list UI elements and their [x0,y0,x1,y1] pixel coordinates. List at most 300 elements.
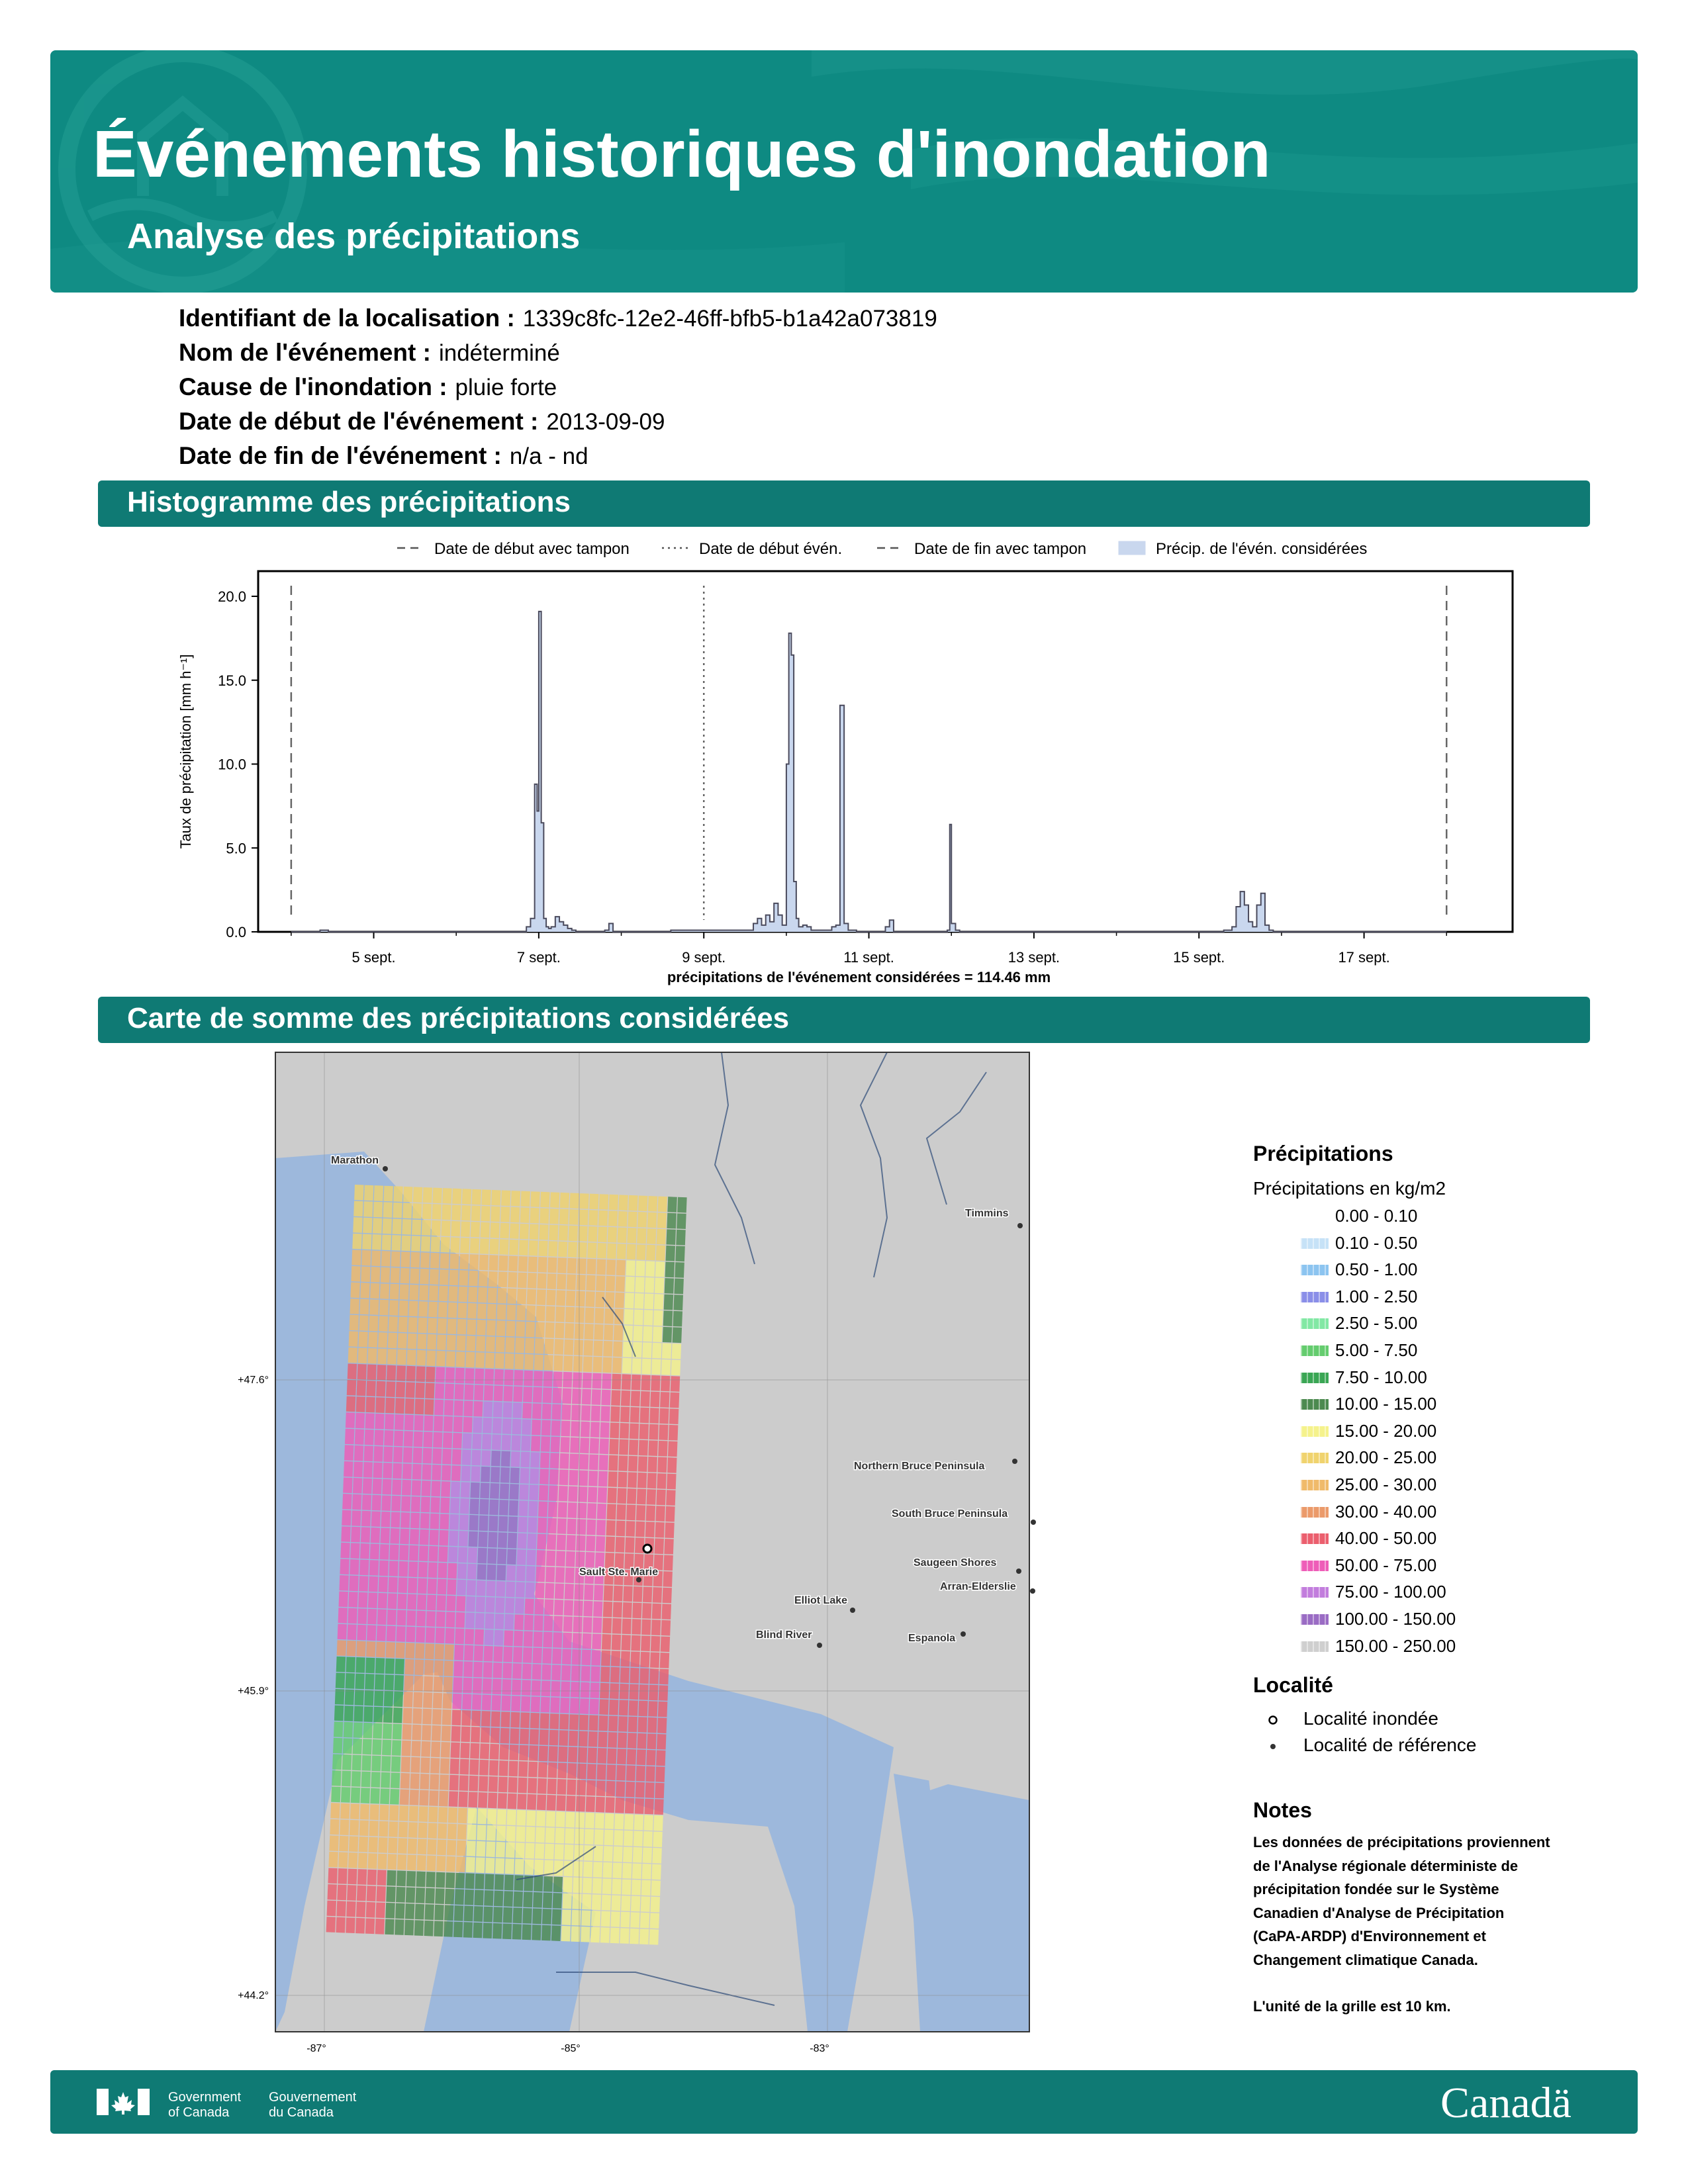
grid-cell [447,1579,456,1595]
grid-cell [408,1822,418,1838]
grid-cell [583,1878,592,1893]
grid-cell [409,1806,418,1822]
grid-cell [505,1598,514,1614]
grid-cell [547,1795,556,1811]
grid-cell [355,1429,364,1445]
grid-cell [360,1283,369,1298]
grid-cell [346,1641,355,1657]
grid-cell [428,1302,438,1318]
grid-cell [567,1274,576,1290]
grid-cell [491,1711,500,1727]
grid-cell [394,1431,403,1447]
grid-cell [592,1633,601,1649]
grid-cell [442,1725,451,1741]
grid-cell [354,1185,363,1201]
grid-cell [437,1579,446,1595]
grid-cell [328,1868,337,1884]
grid-cell [485,1597,494,1613]
grid-cell [571,1682,580,1698]
grid-cell [603,1602,612,1617]
flooded-locality-marker [643,1545,651,1553]
grid-cell [394,1691,403,1707]
grid-cell [418,1318,427,1334]
grid-cell [429,1529,438,1545]
grid-cell [541,1664,551,1680]
grid-cell [400,1790,409,1805]
grid-cell [591,1911,600,1927]
grid-cell [399,1822,408,1838]
grid-cell [551,1437,560,1453]
legend-class-row [1253,1310,1597,1338]
grid-cell [640,1391,649,1407]
grid-cell [452,1189,461,1205]
grid-cell [446,1596,455,1612]
grid-cell [662,1604,671,1619]
grid-cell [409,1790,418,1805]
grid-cell [459,1531,468,1547]
grid-cell [539,1729,549,1745]
grid-cell [499,1500,508,1516]
grid-cell [577,1780,586,1796]
grid-cell [391,1756,400,1772]
grid-cell [497,1549,506,1565]
grid-cell [524,1371,533,1387]
grid-cell [473,1923,482,1938]
grid-cell [398,1577,407,1593]
grid-cell [643,1831,653,1847]
grid-cell [647,1717,657,1733]
grid-cell [510,1223,519,1239]
info-label: Nom de l'événement : [179,339,431,366]
grid-cell [353,1461,363,1477]
grid-cell [631,1896,640,1912]
grid-cell [555,1323,564,1339]
grid-cell [496,1565,506,1580]
grid-cell [356,1641,365,1657]
grid-cell [616,1276,625,1292]
grid-cell [634,1293,643,1309]
grid-cell [524,1631,533,1647]
grid-cell [412,1725,421,1741]
grid-cell [626,1521,635,1537]
grid-cell [445,1612,455,1627]
grid-cell [461,1221,470,1237]
grid-cell [444,1400,453,1416]
y-tick-label: 5.0 [226,840,246,857]
grid-cell [553,1616,563,1632]
grid-cell [628,1472,637,1488]
grid-cell [540,1697,549,1713]
grid-cell [598,1732,607,1748]
grid-cell [489,1255,498,1271]
grid-cell [562,1649,571,1664]
grid-cell [401,1496,410,1512]
grid-cell [504,1369,513,1385]
grid-cell [406,1610,416,1626]
notes-line: Changement climatique Canada. [1253,1951,1478,1968]
grid-cell [534,1615,543,1631]
grid-cell [412,1220,421,1236]
grid-cell [352,1250,361,1265]
grid-cell [554,1844,563,1860]
grid-cell [410,1252,420,1268]
grid-cell [440,1758,449,1774]
grid-cell [412,1708,422,1724]
grid-cell [332,1770,341,1786]
reference-locality-dot [383,1166,388,1171]
grid-cell [522,1419,531,1435]
legend-class-label: 100.00 - 150.00 [1335,1608,1456,1629]
grid-cell [454,1384,463,1400]
grid-cell [518,1256,528,1272]
grid-cell [506,1809,516,1825]
legend-color-swatch [1301,1318,1329,1329]
grid-cell [622,1374,631,1390]
grid-cell [630,1929,639,1944]
grid-cell [628,1195,637,1211]
grid-cell [573,1600,583,1616]
grid-cell [549,1713,559,1729]
grid-cell [662,1588,671,1604]
grid-cell [457,1807,467,1823]
grid-cell [363,1201,373,1217]
grid-cell [428,1823,437,1839]
grid-cell [646,1506,655,1522]
grid-cell [375,1674,384,1690]
grid-cell [565,1307,575,1323]
legend-entry: Précip. de l'évén. considérées [1156,540,1368,558]
grid-cell [495,1337,504,1353]
grid-cell [580,1698,589,1714]
grid-cell [397,1610,406,1626]
grid-cell [607,1488,616,1504]
grid-cell [654,1799,663,1815]
grid-cell [670,1392,679,1408]
grid-cell [528,1257,538,1273]
reference-locality-dot [1016,1569,1021,1574]
grid-cell [656,1490,665,1506]
grid-cell [381,1512,390,1527]
grid-cell [667,1474,676,1490]
grid-cell [341,1526,350,1542]
grid-cell [552,1649,561,1664]
grid-cell [465,1857,475,1873]
grid-cell [615,1293,624,1308]
page-subtitle: Analyse des précipitations [127,216,581,256]
grid-cell [358,1853,367,1869]
grid-cell [550,1453,559,1469]
grid-cell [620,1912,630,1928]
grid-cell [522,1925,531,1940]
grid-cell [509,1240,518,1255]
grid-cell [420,1757,430,1773]
grid-cell [445,1628,454,1644]
grid-cell [450,1498,459,1514]
grid-cell [481,1727,490,1743]
legend-class-row [1253,1525,1597,1553]
grid-cell [367,1348,377,1364]
grid-cell [659,1424,668,1440]
grid-cell [661,1620,671,1636]
grid-cell [389,1805,399,1821]
grid-cell [380,1788,389,1804]
grid-cell [510,1468,519,1484]
legend-color-swatch [1301,1614,1329,1625]
grid-cell [435,1644,444,1660]
legend-class-row [1253,1418,1597,1445]
grid-cell [469,1498,479,1514]
grid-cell [353,1706,363,1722]
legend-title: Précipitations [1253,1142,1393,1165]
grid-cell [647,1489,656,1505]
grid-cell [415,1643,424,1659]
grid-cell [463,1400,473,1416]
grid-cell [577,1519,586,1535]
grid-cell [416,1627,425,1643]
grid-cell [514,1875,523,1891]
grid-cell [641,1375,650,1390]
grid-cell [588,1471,598,1486]
grid-cell [663,1310,673,1326]
grid-cell [569,1193,579,1208]
grid-cell [593,1862,602,1878]
grid-cell [655,1522,664,1538]
grid-cell [483,1923,492,1938]
grid-cell [488,1271,497,1287]
grid-cell [561,1926,571,1942]
grid-cell [342,1771,351,1787]
grid-cell [610,1422,619,1438]
grid-cell [480,1743,489,1759]
grid-cell [488,1532,497,1548]
grid-cell [638,1195,647,1211]
grid-cell [534,1860,543,1876]
grid-cell [543,1615,553,1631]
grid-cell [475,1629,484,1645]
legend-color-swatch [1301,1453,1329,1463]
grid-cell [510,1451,520,1467]
map-section-header [98,997,1590,1043]
grid-cell [595,1813,604,1829]
grid-cell [567,1763,577,1779]
grid-cell [373,1202,383,1218]
grid-cell [359,1820,369,1836]
grid-cell [621,1390,630,1406]
grid-cell [665,1522,674,1538]
x-tick-label: 5 sept. [352,949,396,966]
grid-cell [421,1741,430,1757]
grid-cell [346,1396,355,1412]
grid-cell [376,1902,385,1918]
grid-cell [541,1925,551,1941]
grid-cell [414,1399,424,1415]
grid-cell [653,1310,663,1326]
grid-cell [590,1438,599,1454]
grid-cell [613,1846,622,1862]
grid-cell [634,1815,643,1831]
grid-cell [328,1884,337,1900]
grid-cell [558,1242,567,1257]
grid-cell [403,1692,412,1707]
grid-cell [518,1517,527,1533]
grid-cell [485,1353,494,1369]
grid-cell [450,1237,459,1253]
government-of-canada-label: Government of Canada [168,2090,242,2120]
grid-cell [642,1603,651,1619]
info-label: Identifiant de la localisation : [179,304,515,332]
legend-class-row [1253,1499,1597,1526]
grid-cell [536,1289,545,1305]
grid-cell [523,1387,532,1402]
grid-cell [633,1586,642,1602]
legend-color-swatch [1301,1345,1329,1356]
grid-cell [350,1298,359,1314]
grid-cell [512,1419,521,1435]
grid-cell [664,1539,673,1555]
grid-cell [557,1762,567,1778]
reference-locality-dot [961,1631,966,1637]
grid-cell [397,1349,406,1365]
grid-cell [516,1321,525,1337]
grid-cell [439,1791,448,1807]
grid-cell [575,1307,585,1323]
grid-cell [408,1578,417,1594]
grid-cell [363,1479,372,1494]
grid-cell [497,1288,506,1304]
legend-class-label: 2.50 - 5.00 [1335,1313,1418,1334]
grid-cell [465,1629,474,1645]
grid-cell [630,1407,639,1423]
grid-cell [391,1496,400,1512]
grid-cell [556,1290,565,1306]
grid-cell [461,1449,471,1465]
grid-cell [577,1275,586,1291]
grid-cell [521,1696,530,1712]
grid-cell [450,1743,459,1758]
grid-cell [555,1828,564,1844]
grid-cell [432,1204,441,1220]
y-tick-label: 15.0 [218,672,246,689]
grid-cell [528,1501,538,1517]
grid-cell [585,1829,594,1844]
grid-cell [461,1482,470,1498]
grid-cell [561,1421,570,1437]
grid-cell [519,1240,528,1255]
grid-cell [585,1813,594,1829]
grid-cell [537,1534,546,1550]
grid-cell [620,1423,629,1439]
grid-cell [635,1261,645,1277]
latitude-label: +45.9° [238,1686,269,1697]
grid-cell [357,1364,367,1380]
grid-cell [368,1853,377,1869]
grid-cell [499,1744,508,1760]
grid-cell [385,1414,394,1430]
grid-cell [529,1484,538,1500]
grid-cell [512,1402,522,1418]
grid-cell [673,1327,682,1343]
grid-cell [508,1516,518,1532]
grid-cell [562,1893,571,1909]
place-label: Saugeen Shores [914,1557,997,1569]
grid-cell [379,1805,389,1821]
grid-cell [451,1726,460,1742]
grid-cell [413,1432,422,1447]
grid-cell [565,1584,574,1600]
grid-cell [396,1626,405,1642]
grid-cell [472,1189,481,1205]
grid-cell [484,1646,493,1662]
grid-cell [378,1837,387,1853]
grid-cell [474,1645,483,1661]
grid-cell [417,1334,426,1349]
grid-cell [586,1535,595,1551]
grid-cell [428,1562,437,1578]
grid-cell [583,1617,592,1633]
grid-cell [563,1355,573,1371]
grid-cell [516,1826,525,1842]
grid-cell [530,1452,539,1468]
grid-cell [576,1291,585,1307]
grid-cell [369,1576,378,1592]
grid-cell [449,1253,459,1269]
grid-cell [563,1616,573,1632]
grid-cell [594,1324,603,1340]
grid-cell [377,1854,387,1870]
grid-cell [506,1582,515,1598]
grid-cell [581,1666,590,1682]
grid-cell [453,1661,463,1677]
grid-cell [553,1877,563,1893]
grid-cell [658,1702,667,1717]
grid-cell [498,1516,508,1532]
grid-cell [566,1796,575,1811]
grid-cell [647,1212,657,1228]
grid-cell [551,1681,560,1697]
grid-cell [587,1764,596,1780]
grid-cell [538,1241,547,1257]
x-tick-label: 15 sept. [1173,949,1225,966]
grid-cell [612,1635,621,1651]
grid-cell [624,1814,633,1830]
grid-cell [369,1299,379,1315]
grid-cell [603,1341,612,1357]
grid-cell [346,1673,355,1689]
grid-cell [491,1727,500,1743]
grid-cell [456,1335,465,1351]
grid-cell [466,1841,475,1856]
grid-cell [626,1244,635,1260]
grid-cell [656,1751,665,1766]
grid-cell [330,1819,339,1835]
grid-cell [492,1418,502,1434]
grid-cell [651,1880,660,1896]
grid-cell [629,1439,638,1455]
grid-cell [560,1437,569,1453]
reference-locality-dot [1012,1459,1017,1464]
grid-cell [350,1315,359,1331]
grid-cell [523,1647,532,1663]
grid-cell [503,1647,512,1662]
locality-list [1253,1707,1597,1760]
grid-cell [502,1402,512,1418]
grid-cell [557,1257,567,1273]
grid-cell [345,1429,354,1445]
legend-entry: Date de début évén. [699,540,843,558]
grid-cell [420,1529,429,1545]
grid-cell [629,1700,638,1716]
grid-cell [545,1827,555,1843]
